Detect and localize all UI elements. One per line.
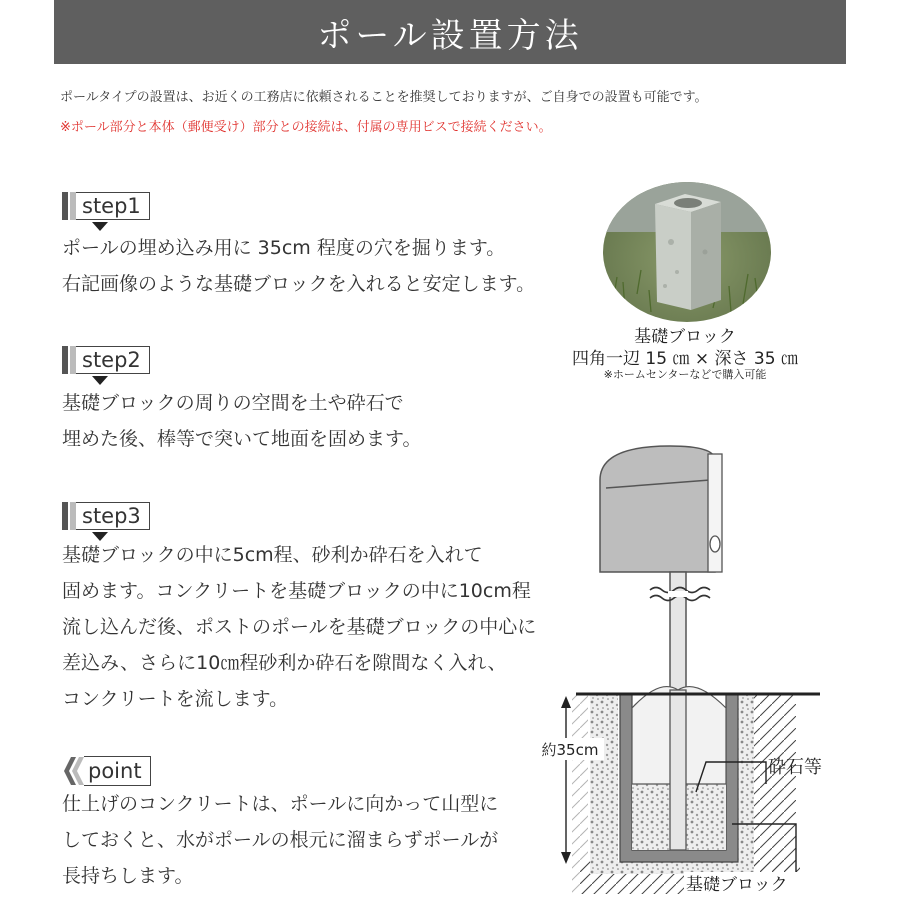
step2-text [62, 385, 421, 457]
step1-heading [62, 192, 150, 220]
step3-line: 固めます。コンクリートを基礎ブロックの中に10cm程 [62, 580, 531, 602]
foundation-block-photo [603, 182, 771, 322]
block-label: 基礎ブロック [686, 875, 788, 895]
step3-heading [62, 502, 150, 530]
installation-diagram [520, 440, 880, 900]
step2-arrow-icon [92, 376, 108, 385]
step2-line: 基礎ブロックの周りの空間を土や砕石で [62, 392, 404, 414]
point-text [62, 786, 498, 894]
depth-label: 約35cm [541, 741, 599, 759]
step3-line: 流し込んだ後、ポストのポールを基礎ブロックの中心に [62, 616, 537, 638]
step3-label: step3 [76, 502, 150, 530]
step3-line: 差込み、さらに10㎝程砂利か砕石を隙間なく入れ、 [62, 652, 507, 674]
chevron-icon [62, 756, 84, 786]
page-title: ポール設置方法 [54, 0, 846, 64]
point-label: point [84, 756, 151, 786]
intro-text: ポールタイプの設置は、お近くの工務店に依頼されることを推奨しておりますが、ご自身での設置も可能です。 [60, 90, 708, 105]
step3-line: コンクリートを流します。 [62, 688, 289, 710]
photo-caption-title: 基礎ブロック [634, 327, 736, 347]
point-line: 長持ちします。 [62, 865, 194, 887]
point-line: しておくと、水がポールの根元に溜まらずポールが [62, 829, 499, 851]
step2-label: step2 [76, 346, 150, 374]
step1-text [62, 230, 535, 302]
step1-line: ポールの埋め込み用に 35cm 程度の穴を掘ります。 [62, 237, 506, 259]
step2-line: 埋めた後、棒等で突いて地面を固めます。 [62, 428, 422, 450]
mailbox-icon [600, 446, 722, 572]
gravel-label: 砕石等 [768, 757, 822, 778]
step2-heading [62, 346, 150, 374]
warning-note: ※ポール部分と本体（郵便受け）部分との接続は、付属の専用ビスで接続ください。 [60, 120, 552, 135]
step3-line: 基礎ブロックの中に5cm程、砂利か砕石を入れて [62, 544, 483, 566]
point-line: 仕上げのコンクリートは、ポールに向かって山型に [62, 793, 499, 815]
step1-line: 右記画像のような基礎ブロックを入れると安定します。 [62, 273, 536, 295]
point-heading [62, 756, 151, 786]
step3-text [62, 537, 536, 717]
photo-caption-size: 四角一辺 15 ㎝ × 深さ 35 ㎝ [572, 349, 798, 369]
photo-caption-note: ※ホームセンターなどで購入可能 [603, 368, 767, 381]
step1-label: step1 [76, 192, 150, 220]
